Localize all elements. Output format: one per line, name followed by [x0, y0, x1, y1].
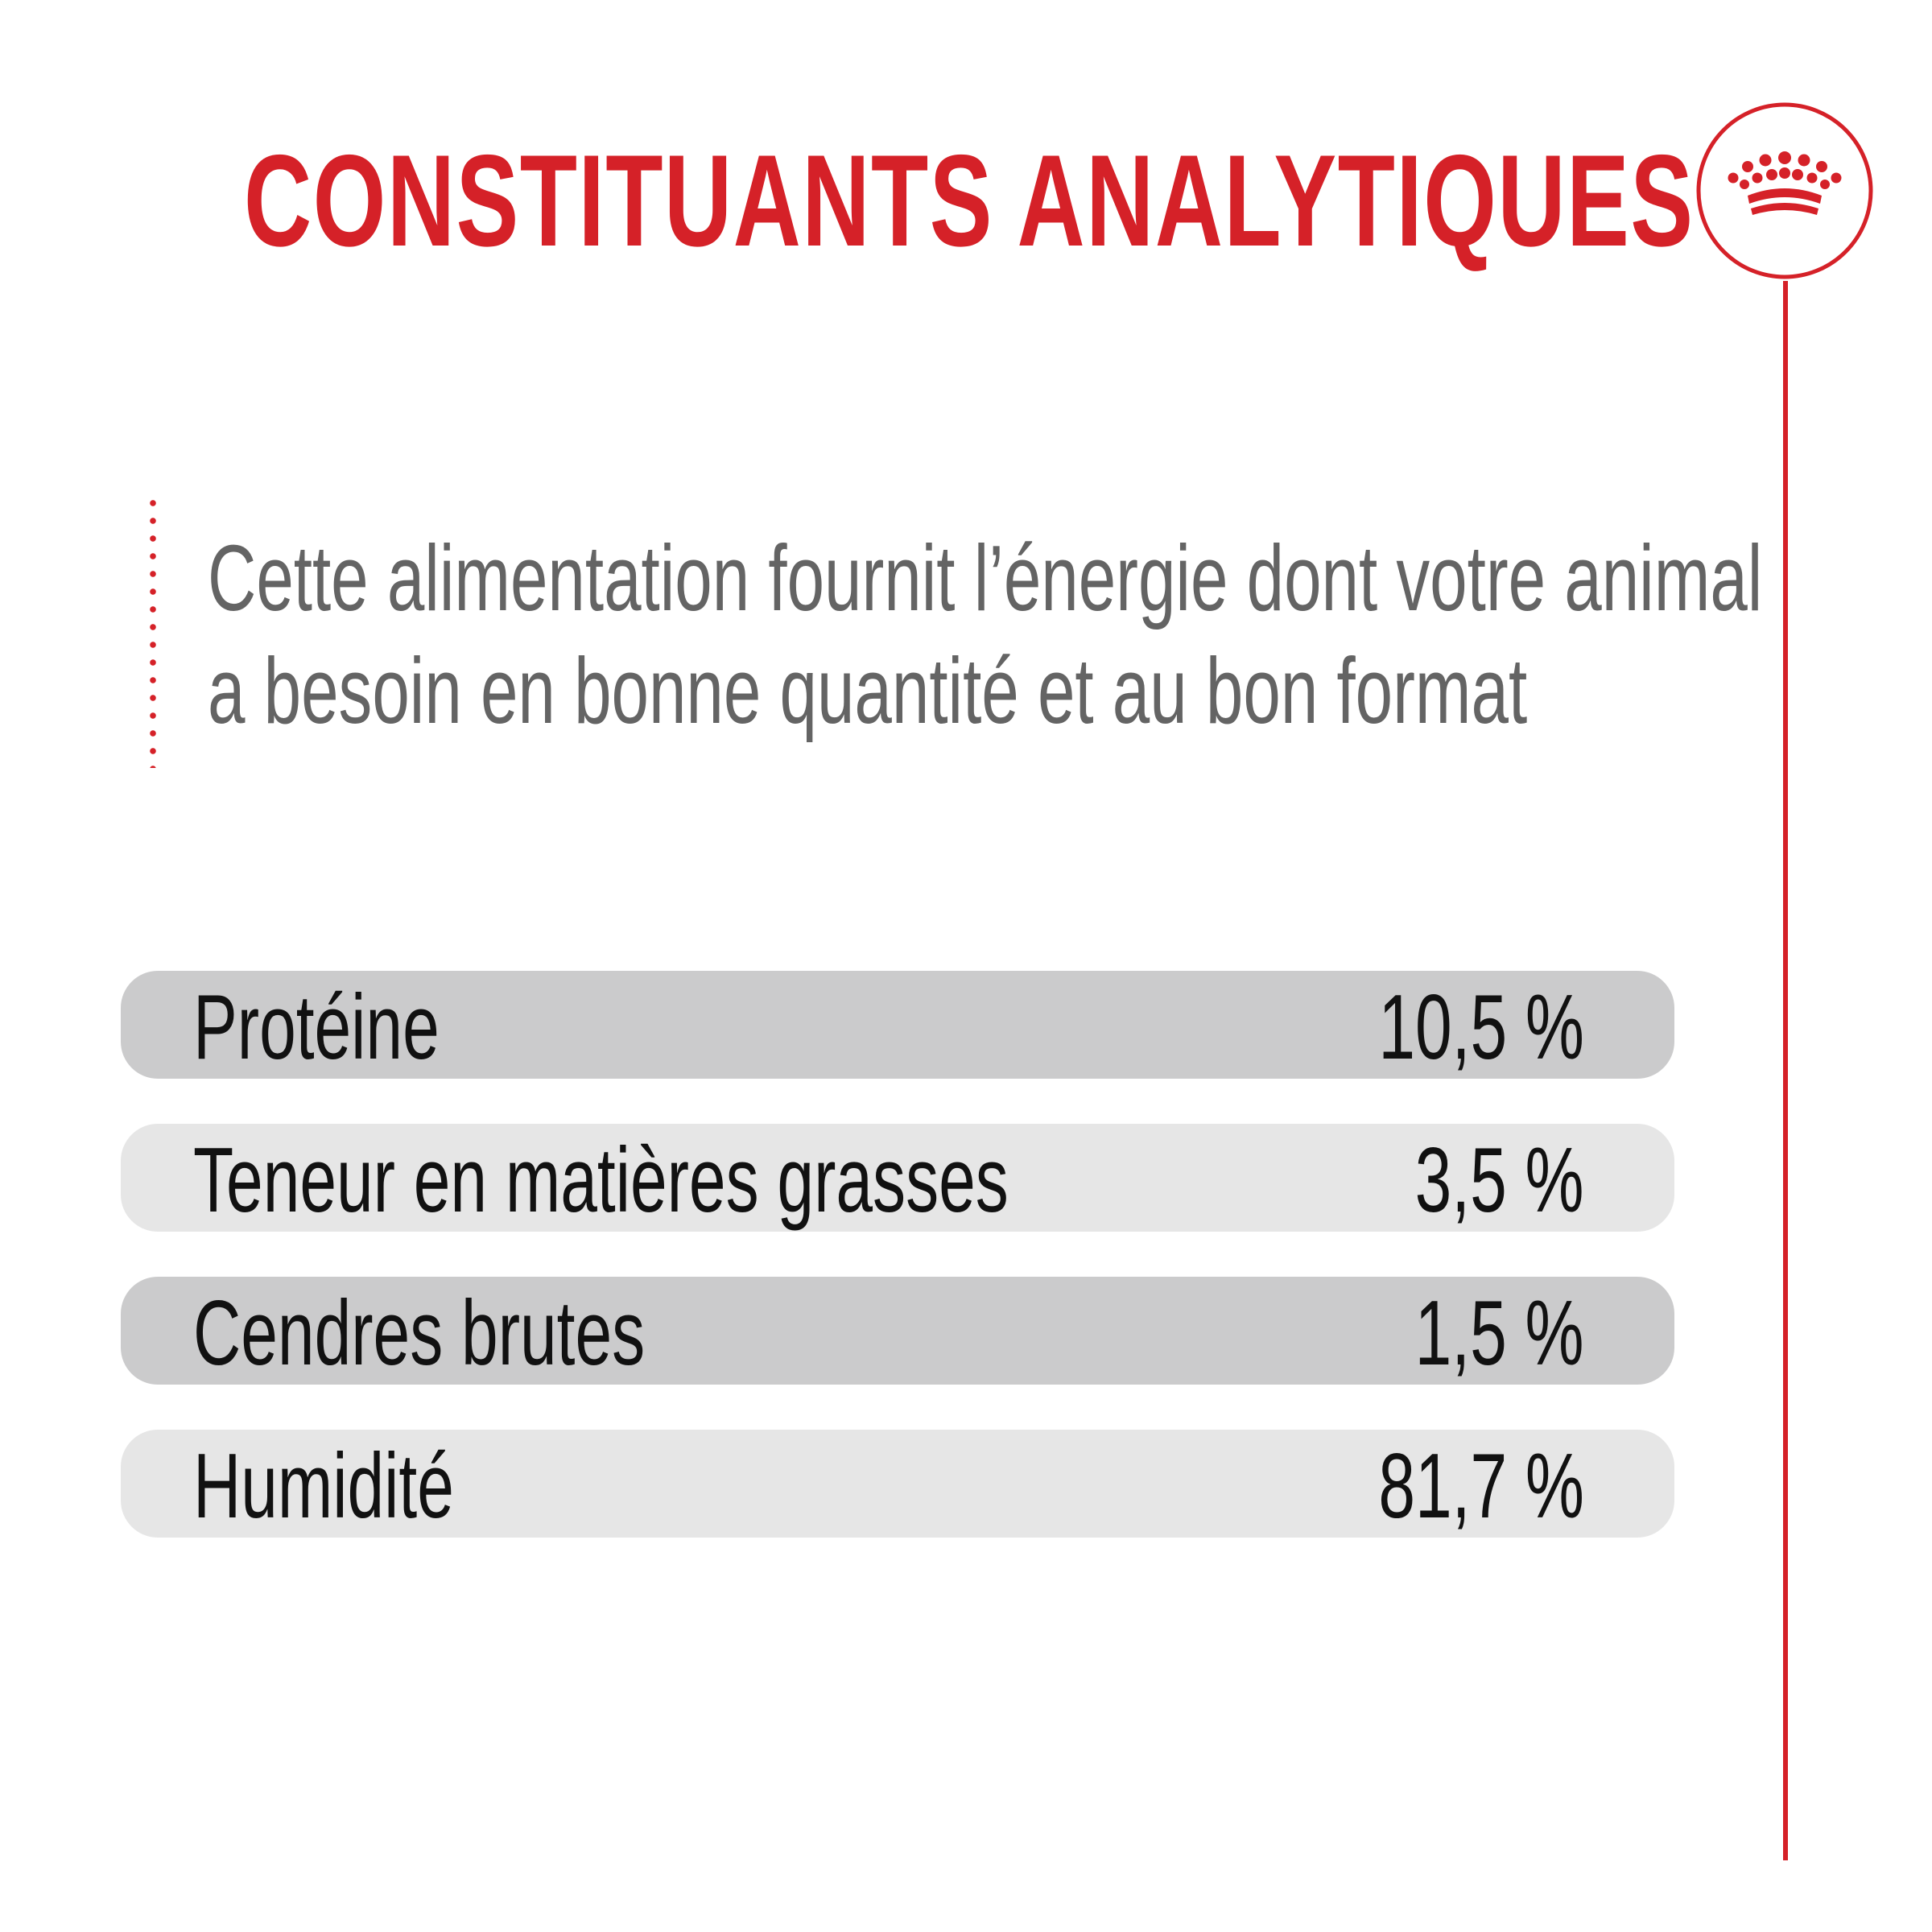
crown-icon — [1695, 101, 1875, 281]
row-label: Cendres brutes — [193, 1282, 646, 1385]
intro-line-1: Cette alimentation fournit l’énergie dont votre animal — [208, 526, 1763, 630]
row-value: 1,5 % — [1415, 1282, 1584, 1385]
table-row — [121, 1124, 1674, 1232]
row-label: Protéine — [193, 976, 440, 1079]
table-row — [121, 1277, 1674, 1385]
row-label: Humidité — [193, 1435, 454, 1538]
constituents-table — [121, 971, 1674, 1583]
row-value: 10,5 % — [1378, 976, 1584, 1079]
table-row — [121, 1430, 1674, 1538]
decorative-vertical-line — [1783, 281, 1788, 1860]
page-title: CONSTITUANTS ANALYTIQUES — [244, 128, 1695, 274]
row-value: 81,7 % — [1378, 1435, 1584, 1538]
row-label: Teneur en matières grasses — [193, 1129, 1009, 1232]
table-row — [121, 971, 1674, 1079]
row-value: 3,5 % — [1415, 1129, 1584, 1232]
dotted-divider — [150, 494, 156, 768]
intro-text — [208, 522, 1763, 747]
intro-line-2: a besoin en bonne quantité et au bon format — [208, 638, 1528, 743]
